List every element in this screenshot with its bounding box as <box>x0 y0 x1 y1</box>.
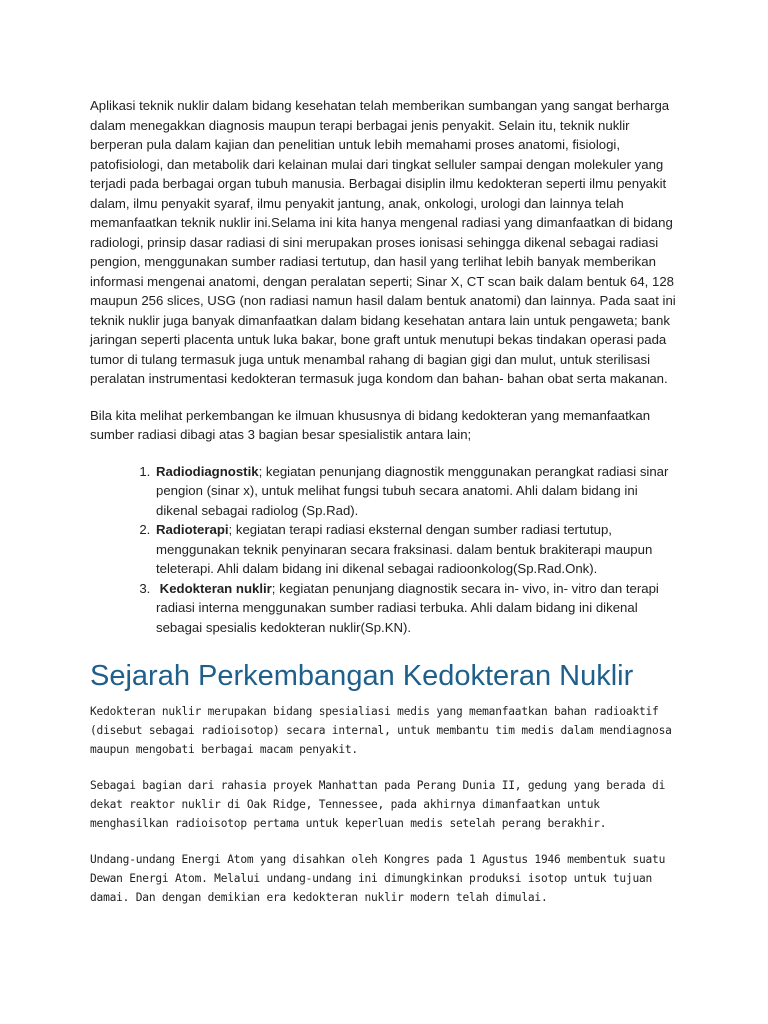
specialty-term: Radiodiagnostik <box>156 463 259 479</box>
history-paragraph-2: Sebagai bagian dari rahasia proyek Manhattan pada Perang Dunia II, gedung yang berada di dekat reaktor nuklir di Oak Ridge, Tennessee, pada akhirnya dimanfaatkan untuk menghasilkan radioisotop pertama untuk keperluan medis setelah perang berakhir. <box>90 779 666 830</box>
list-item <box>154 520 680 579</box>
intro-paragraph-2: Bila kita melihat perkembangan ke ilmuan khususnya di bidang kedokteran yang memanfaatkan sumber radiasi dibagi atas 3 bagian besar spesialistik antara lain; <box>90 407 651 442</box>
specialty-term: Radioterapi <box>156 522 229 537</box>
list-item <box>154 579 680 638</box>
specialty-description: ; kegiatan penunjang diagnostik menggunakan perangkat radiasi sinar pengion (sinar x), untuk melihat fungsi tubuh secara anatomi. Ahli dalam bidang ini dikenal sebagai radiolog (Sp.Rad). <box>156 463 669 518</box>
document-page <box>90 96 680 924</box>
list-item <box>154 462 680 521</box>
intro-paragraph-1: Aplikasi teknik nuklir dalam bidang kesehatan telah memberikan sumbangan yang sangat berharga dalam menegakkan diagnosis maupun terapi berbagai jenis penyakit. Selain itu, teknik nuklir berperan pula dalam kajian dan penelitian untuk lebih memahami proses anatomi, fisiologi, patofisiologi, dan metabolik dari kelainan mulai dari tingkat selluler sampai dengan molekuler yang terjadi pada berbagai organ tubuh manusia. Berbagai disiplin ilmu kedokteran seperti ilmu penyakit dalam, ilmu penyakit syaraf, ilmu penyakit jantung, anak, onkologi, urologi dan lainnya telah memanfaatkan teknik nuklir ini.Selama ini kita hanya mengenal radiasi yang dimanfaatkan di bidang radiologi, prinsip dasar radiasi di sini merupakan proses ionisasi sehingga dikenal sebagai radiasi pengion, menggunakan sumber radiasi tertutup, dan hasil yang terlihat lebih banyak memberikan informasi mengenai anatomi, dengan peralatan seperti; Sinar X, CT scan baik dalam bentuk 64, 128 maupun 256 slices, USG (non radiasi namun hasil dalam bentuk anatomi) dan lainnya. Pada saat ini teknik nuklir juga banyak dimanfaatkan dalam bidang kesehatan antara lain untuk pengaweta; bank jaringan seperti placenta untuk luka bakar, bone graft untuk menutupi bekas tindakan operasi pada tumor di tulang termasuk juga untuk menambal rahang di bagian gigi dan mulut, untuk sterilisasi peralatan instrumentasi kedokteran termasuk juga kondom dan bahan- bahan obat serta makanan. <box>90 98 676 386</box>
specialty-description: ; kegiatan penunjang diagnostik secara in- vivo, in- vitro dan terapi radiasi interna menggunakan sumber radiasi terbuka. Ahli dalam bidang ini dikenal sebagai spesialis kedokteran nuklir(Sp.KN). <box>156 580 659 635</box>
specialty-description: ; kegiatan terapi radiasi eksternal dengan sumber radiasi tertutup, menggunakan teknik penyinaran secara fraksinasi. dalam bentuk brakiterapi maupun teleterapi. Ahli dalam bidang ini dikenal sebagai radioonkolog(Sp.Rad.Onk). <box>156 522 653 576</box>
history-paragraph-1: Kedokteran nuklir merupakan bidang spesialiasi medis yang memanfaatkan bahan radioaktif (disebut sebagai radioisotop) secara internal, untuk membantu tim medis dalam mendiagnosa maupun mengobati berbagai macam penyakit. <box>90 705 672 756</box>
specialty-list <box>90 462 680 638</box>
section-heading: Sejarah Perkembangan Kedokteran Nuklir <box>90 660 634 692</box>
specialty-term: Kedokteran nuklir <box>159 580 272 596</box>
history-paragraph-3: Undang-undang Energi Atom yang disahkan oleh Kongres pada 1 Agustus 1946 membentuk suatu Dewan Energi Atom. Melalui undang-undang ini dimungkinkan produksi isotop untuk tujuan damai. Dan dengan demikian era kedokteran nuklir modern telah dimulai. <box>90 853 666 904</box>
